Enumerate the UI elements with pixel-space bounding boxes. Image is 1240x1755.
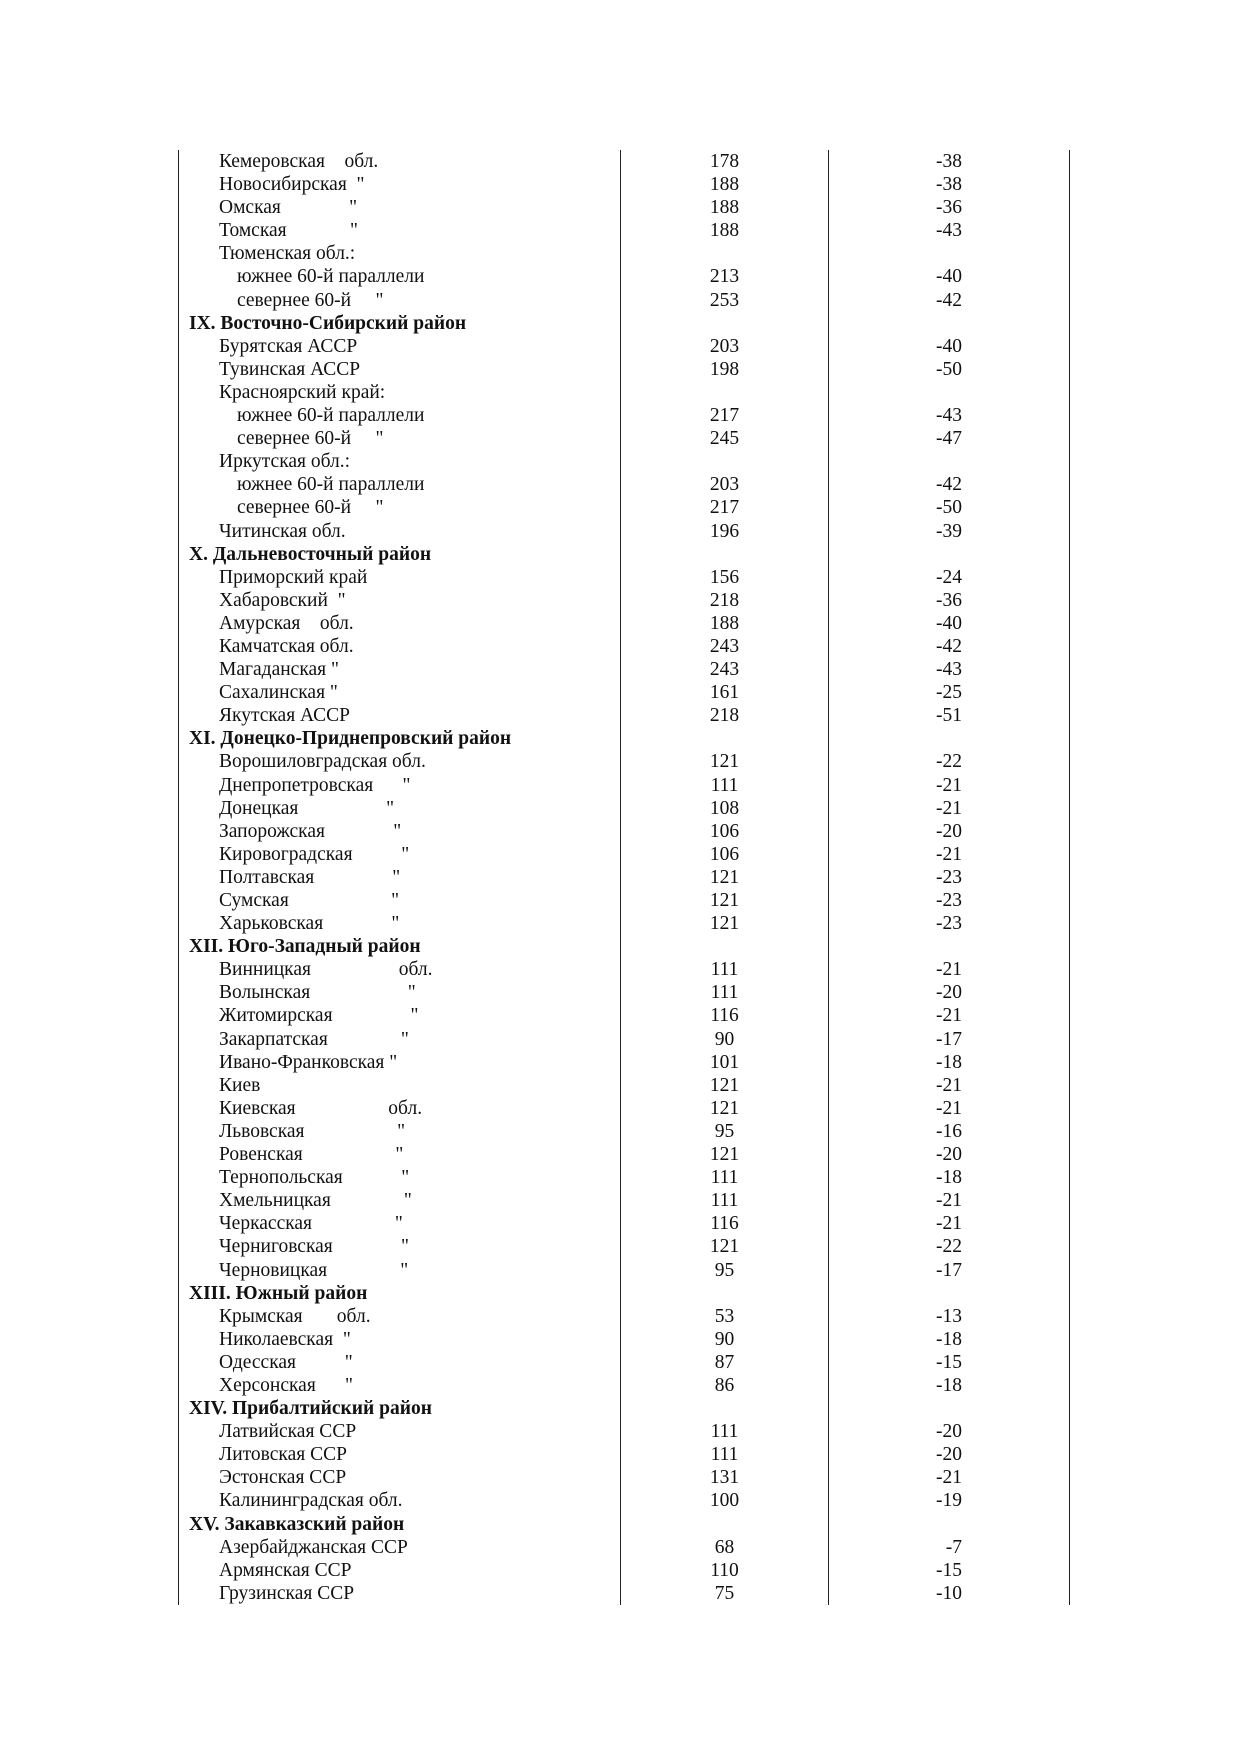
value-column-1: 116 bbox=[621, 1212, 829, 1235]
table-row bbox=[179, 1097, 1070, 1120]
value-column-1: 121 bbox=[621, 866, 829, 889]
data-table bbox=[178, 150, 1070, 1605]
region-name: Амурская обл. bbox=[179, 612, 621, 635]
region-name: Черниговская " bbox=[179, 1235, 621, 1258]
region-name: Приморский край bbox=[179, 566, 621, 589]
value-column-1 bbox=[621, 543, 829, 566]
region-name: Кировоградская " bbox=[179, 843, 621, 866]
value-column-2: -18 bbox=[829, 1051, 1070, 1074]
region-name: Тернопольская " bbox=[179, 1166, 621, 1189]
value-column-2: -20 bbox=[829, 981, 1070, 1004]
value-column-1: 188 bbox=[621, 612, 829, 635]
value-column-1: 203 bbox=[621, 473, 829, 496]
value-column-2: -23 bbox=[829, 912, 1070, 935]
value-column-2: -22 bbox=[829, 750, 1070, 773]
value-column-2: -21 bbox=[829, 797, 1070, 820]
region-name: Латвийская ССР bbox=[179, 1420, 621, 1443]
region-header-row bbox=[179, 935, 1070, 958]
value-column-1: 95 bbox=[621, 1120, 829, 1143]
region-name: Новосибирская " bbox=[179, 173, 621, 196]
table-row bbox=[179, 612, 1070, 635]
table-row bbox=[179, 1351, 1070, 1374]
value-column-2: -36 bbox=[829, 589, 1070, 612]
region-name: Грузинская ССР bbox=[179, 1582, 621, 1605]
value-column-2: -20 bbox=[829, 1143, 1070, 1166]
value-column-1: 188 bbox=[621, 196, 829, 219]
value-column-1: 121 bbox=[621, 750, 829, 773]
value-column-1: 218 bbox=[621, 704, 829, 727]
region-name: Тувинская АССР bbox=[179, 358, 621, 381]
value-column-1: 106 bbox=[621, 843, 829, 866]
value-column-1: 121 bbox=[621, 1074, 829, 1097]
value-column-2: -17 bbox=[829, 1028, 1070, 1051]
table-row bbox=[179, 1235, 1070, 1258]
value-column-2: -13 bbox=[829, 1305, 1070, 1328]
region-name: Николаевская " bbox=[179, 1328, 621, 1351]
table-row bbox=[179, 1189, 1070, 1212]
region-title: XIII. Южный район bbox=[179, 1282, 621, 1305]
value-column-2: -21 bbox=[829, 774, 1070, 797]
value-column-2 bbox=[829, 935, 1070, 958]
table-row bbox=[179, 520, 1070, 543]
value-column-2: -21 bbox=[829, 1212, 1070, 1235]
region-header-row bbox=[179, 727, 1070, 750]
value-column-2: -17 bbox=[829, 1259, 1070, 1282]
region-name: Сумская " bbox=[179, 889, 621, 912]
value-column-1: 111 bbox=[621, 958, 829, 981]
table-row bbox=[179, 774, 1070, 797]
region-name: Донецкая " bbox=[179, 797, 621, 820]
value-column-2: -43 bbox=[829, 658, 1070, 681]
value-column-2: -23 bbox=[829, 889, 1070, 912]
region-name: Львовская " bbox=[179, 1120, 621, 1143]
value-column-2 bbox=[829, 727, 1070, 750]
region-name: Якутская АССР bbox=[179, 704, 621, 727]
region-name: севернее 60-й " bbox=[179, 427, 621, 450]
table-row bbox=[179, 219, 1070, 242]
region-name: Запорожская " bbox=[179, 820, 621, 843]
region-name: Крымская обл. bbox=[179, 1305, 621, 1328]
region-name: Эстонская ССР bbox=[179, 1466, 621, 1489]
value-column-2: -47 bbox=[829, 427, 1070, 450]
table-row bbox=[179, 1004, 1070, 1027]
value-column-2: -50 bbox=[829, 496, 1070, 519]
value-column-2: -21 bbox=[829, 958, 1070, 981]
value-column-2: -42 bbox=[829, 635, 1070, 658]
value-column-2: -51 bbox=[829, 704, 1070, 727]
value-column-1: 86 bbox=[621, 1374, 829, 1397]
value-column-1 bbox=[621, 1282, 829, 1305]
region-name: Литовская ССР bbox=[179, 1443, 621, 1466]
value-column-2: -39 bbox=[829, 520, 1070, 543]
value-column-2: -16 bbox=[829, 1120, 1070, 1143]
region-name: Сахалинская " bbox=[179, 681, 621, 704]
value-column-2: -23 bbox=[829, 866, 1070, 889]
value-column-2: -43 bbox=[829, 219, 1070, 242]
region-name: Черновицкая " bbox=[179, 1259, 621, 1282]
region-title: XI. Донецко-Приднепровский район bbox=[179, 727, 621, 750]
region-name: Тюменская обл.: bbox=[179, 242, 621, 265]
table-row bbox=[179, 1466, 1070, 1489]
table-row bbox=[179, 889, 1070, 912]
value-column-1 bbox=[621, 312, 829, 335]
value-column-1: 110 bbox=[621, 1559, 829, 1582]
value-column-1: 108 bbox=[621, 797, 829, 820]
region-name: южнее 60-й параллели bbox=[179, 473, 621, 496]
value-column-2: -22 bbox=[829, 1235, 1070, 1258]
table-row bbox=[179, 981, 1070, 1004]
table-row bbox=[179, 1212, 1070, 1235]
value-column-2 bbox=[829, 543, 1070, 566]
region-name: Хабаровский " bbox=[179, 589, 621, 612]
table-row bbox=[179, 265, 1070, 288]
region-name: Томская " bbox=[179, 219, 621, 242]
value-column-1 bbox=[621, 381, 829, 404]
value-column-2: -40 bbox=[829, 265, 1070, 288]
table-row bbox=[179, 1028, 1070, 1051]
value-column-2: -25 bbox=[829, 681, 1070, 704]
value-column-1: 243 bbox=[621, 658, 829, 681]
table-row bbox=[179, 1374, 1070, 1397]
value-column-2: -40 bbox=[829, 335, 1070, 358]
table-row bbox=[179, 1559, 1070, 1582]
table-row bbox=[179, 1305, 1070, 1328]
value-column-2: -15 bbox=[829, 1559, 1070, 1582]
region-name: Калининградская обл. bbox=[179, 1489, 621, 1512]
table-row bbox=[179, 1489, 1070, 1512]
value-column-1: 90 bbox=[621, 1328, 829, 1351]
value-column-1: 188 bbox=[621, 219, 829, 242]
region-name: Кемеровская обл. bbox=[179, 150, 621, 173]
table-row bbox=[179, 866, 1070, 889]
value-column-2: -10 bbox=[829, 1582, 1070, 1605]
table-row bbox=[179, 566, 1070, 589]
value-column-1: 203 bbox=[621, 335, 829, 358]
value-column-1 bbox=[621, 242, 829, 265]
value-column-2: -21 bbox=[829, 1466, 1070, 1489]
value-column-1: 188 bbox=[621, 173, 829, 196]
value-column-2 bbox=[829, 1397, 1070, 1420]
table-row bbox=[179, 843, 1070, 866]
table-row bbox=[179, 797, 1070, 820]
region-title: XIV. Прибалтийский район bbox=[179, 1397, 621, 1420]
region-name: Армянская ССР bbox=[179, 1559, 621, 1582]
table-row bbox=[179, 150, 1070, 173]
region-name: Камчатская обл. bbox=[179, 635, 621, 658]
table-row bbox=[179, 173, 1070, 196]
region-header-row bbox=[179, 1282, 1070, 1305]
region-name: южнее 60-й параллели bbox=[179, 265, 621, 288]
value-column-2: -20 bbox=[829, 820, 1070, 843]
table-row bbox=[179, 1582, 1070, 1605]
region-name: Читинская обл. bbox=[179, 520, 621, 543]
value-column-1: 106 bbox=[621, 820, 829, 843]
value-column-1: 111 bbox=[621, 774, 829, 797]
region-name: Ивано-Франковская " bbox=[179, 1051, 621, 1074]
region-name: Житомирская " bbox=[179, 1004, 621, 1027]
table-row bbox=[179, 1259, 1070, 1282]
table-row bbox=[179, 750, 1070, 773]
region-name: севернее 60-й " bbox=[179, 289, 621, 312]
table-row bbox=[179, 381, 1070, 404]
table-row bbox=[179, 196, 1070, 219]
region-title: XV. Закавказский район bbox=[179, 1513, 621, 1536]
table-row bbox=[179, 589, 1070, 612]
table-row bbox=[179, 335, 1070, 358]
table-row bbox=[179, 658, 1070, 681]
value-column-2: -38 bbox=[829, 150, 1070, 173]
value-column-1: 121 bbox=[621, 1235, 829, 1258]
value-column-1: 87 bbox=[621, 1351, 829, 1374]
table-row bbox=[179, 404, 1070, 427]
region-title: X. Дальневосточный район bbox=[179, 543, 621, 566]
value-column-1: 95 bbox=[621, 1259, 829, 1282]
table-row bbox=[179, 1074, 1070, 1097]
value-column-2 bbox=[829, 242, 1070, 265]
region-header-row bbox=[179, 1513, 1070, 1536]
value-column-1: 121 bbox=[621, 1143, 829, 1166]
value-column-1: 53 bbox=[621, 1305, 829, 1328]
table-row bbox=[179, 635, 1070, 658]
table-row bbox=[179, 1051, 1070, 1074]
region-header-row bbox=[179, 543, 1070, 566]
value-column-1 bbox=[621, 450, 829, 473]
value-column-1: 198 bbox=[621, 358, 829, 381]
value-column-2 bbox=[829, 450, 1070, 473]
value-column-1: 121 bbox=[621, 912, 829, 935]
region-name: Полтавская " bbox=[179, 866, 621, 889]
value-column-2 bbox=[829, 381, 1070, 404]
value-column-1: 161 bbox=[621, 681, 829, 704]
value-column-2: -21 bbox=[829, 843, 1070, 866]
table-row bbox=[179, 450, 1070, 473]
table-row bbox=[179, 1536, 1070, 1559]
region-name: Бурятская АССР bbox=[179, 335, 621, 358]
value-column-1: 111 bbox=[621, 1443, 829, 1466]
region-name: Иркутская обл.: bbox=[179, 450, 621, 473]
value-column-2: -21 bbox=[829, 1004, 1070, 1027]
table-row bbox=[179, 958, 1070, 981]
value-column-1: 217 bbox=[621, 404, 829, 427]
region-name: Закарпатская " bbox=[179, 1028, 621, 1051]
value-column-2 bbox=[829, 1282, 1070, 1305]
table-row bbox=[179, 496, 1070, 519]
table-row bbox=[179, 1328, 1070, 1351]
value-column-2: -42 bbox=[829, 289, 1070, 312]
table-row bbox=[179, 912, 1070, 935]
value-column-2: -24 bbox=[829, 566, 1070, 589]
value-column-1: 218 bbox=[621, 589, 829, 612]
value-column-1: 131 bbox=[621, 1466, 829, 1489]
value-column-2: -19 bbox=[829, 1489, 1070, 1512]
region-name: Красноярский край: bbox=[179, 381, 621, 404]
table-row bbox=[179, 289, 1070, 312]
value-column-1: 217 bbox=[621, 496, 829, 519]
value-column-1: 213 bbox=[621, 265, 829, 288]
region-name: южнее 60-й параллели bbox=[179, 404, 621, 427]
value-column-1: 121 bbox=[621, 889, 829, 912]
value-column-2: -36 bbox=[829, 196, 1070, 219]
value-column-1: 156 bbox=[621, 566, 829, 589]
table-row bbox=[179, 1443, 1070, 1466]
region-header-row bbox=[179, 1397, 1070, 1420]
table-row bbox=[179, 473, 1070, 496]
table-row bbox=[179, 704, 1070, 727]
region-name: Херсонская " bbox=[179, 1374, 621, 1397]
value-column-2 bbox=[829, 312, 1070, 335]
region-title: XII. Юго-Западный район bbox=[179, 935, 621, 958]
value-column-2 bbox=[829, 1513, 1070, 1536]
value-column-2: -18 bbox=[829, 1166, 1070, 1189]
value-column-2: -20 bbox=[829, 1443, 1070, 1466]
region-name: Ровенская " bbox=[179, 1143, 621, 1166]
value-column-2: -50 bbox=[829, 358, 1070, 381]
value-column-1: 178 bbox=[621, 150, 829, 173]
value-column-1: 121 bbox=[621, 1097, 829, 1120]
region-header-row bbox=[179, 312, 1070, 335]
value-column-1: 111 bbox=[621, 1420, 829, 1443]
region-title: IX. Восточно-Сибирский район bbox=[179, 312, 621, 335]
value-column-1: 111 bbox=[621, 1166, 829, 1189]
value-column-1 bbox=[621, 1397, 829, 1420]
region-name: Омская " bbox=[179, 196, 621, 219]
region-name: Киевская обл. bbox=[179, 1097, 621, 1120]
value-column-2: -21 bbox=[829, 1097, 1070, 1120]
value-column-1: 100 bbox=[621, 1489, 829, 1512]
table-row bbox=[179, 427, 1070, 450]
value-column-2: -21 bbox=[829, 1189, 1070, 1212]
region-name: Ворошиловградская обл. bbox=[179, 750, 621, 773]
region-name: Винницкая обл. bbox=[179, 958, 621, 981]
value-column-2: -15 bbox=[829, 1351, 1070, 1374]
table-row bbox=[179, 1143, 1070, 1166]
value-column-1: 245 bbox=[621, 427, 829, 450]
value-column-1: 68 bbox=[621, 1536, 829, 1559]
table-row bbox=[179, 681, 1070, 704]
table-row bbox=[179, 1120, 1070, 1143]
region-name: Одесская " bbox=[179, 1351, 621, 1374]
region-name: Киев bbox=[179, 1074, 621, 1097]
region-name: Хмельницкая " bbox=[179, 1189, 621, 1212]
table-row bbox=[179, 1420, 1070, 1443]
value-column-1 bbox=[621, 1513, 829, 1536]
value-column-1: 75 bbox=[621, 1582, 829, 1605]
value-column-1 bbox=[621, 935, 829, 958]
value-column-2: -18 bbox=[829, 1374, 1070, 1397]
value-column-1: 116 bbox=[621, 1004, 829, 1027]
value-column-1: 253 bbox=[621, 289, 829, 312]
region-name: Волынская " bbox=[179, 981, 621, 1004]
region-name: Днепропетровская " bbox=[179, 774, 621, 797]
value-column-2: -7 bbox=[829, 1536, 1070, 1559]
value-column-2: -42 bbox=[829, 473, 1070, 496]
region-name: Черкасская " bbox=[179, 1212, 621, 1235]
value-column-1: 196 bbox=[621, 520, 829, 543]
table-row bbox=[179, 820, 1070, 843]
table-row bbox=[179, 358, 1070, 381]
value-column-2: -20 bbox=[829, 1420, 1070, 1443]
value-column-2: -18 bbox=[829, 1328, 1070, 1351]
region-name: Азербайджанская ССР bbox=[179, 1536, 621, 1559]
value-column-2: -38 bbox=[829, 173, 1070, 196]
table-row bbox=[179, 242, 1070, 265]
value-column-1 bbox=[621, 727, 829, 750]
value-column-1: 111 bbox=[621, 1189, 829, 1212]
value-column-2: -43 bbox=[829, 404, 1070, 427]
value-column-1: 243 bbox=[621, 635, 829, 658]
region-name: Харьковская " bbox=[179, 912, 621, 935]
value-column-2: -40 bbox=[829, 612, 1070, 635]
table-body bbox=[179, 150, 1070, 1605]
region-name: севернее 60-й " bbox=[179, 496, 621, 519]
value-column-1: 111 bbox=[621, 981, 829, 1004]
region-name: Магаданская " bbox=[179, 658, 621, 681]
table-row bbox=[179, 1166, 1070, 1189]
value-column-1: 90 bbox=[621, 1028, 829, 1051]
value-column-2: -21 bbox=[829, 1074, 1070, 1097]
value-column-1: 101 bbox=[621, 1051, 829, 1074]
